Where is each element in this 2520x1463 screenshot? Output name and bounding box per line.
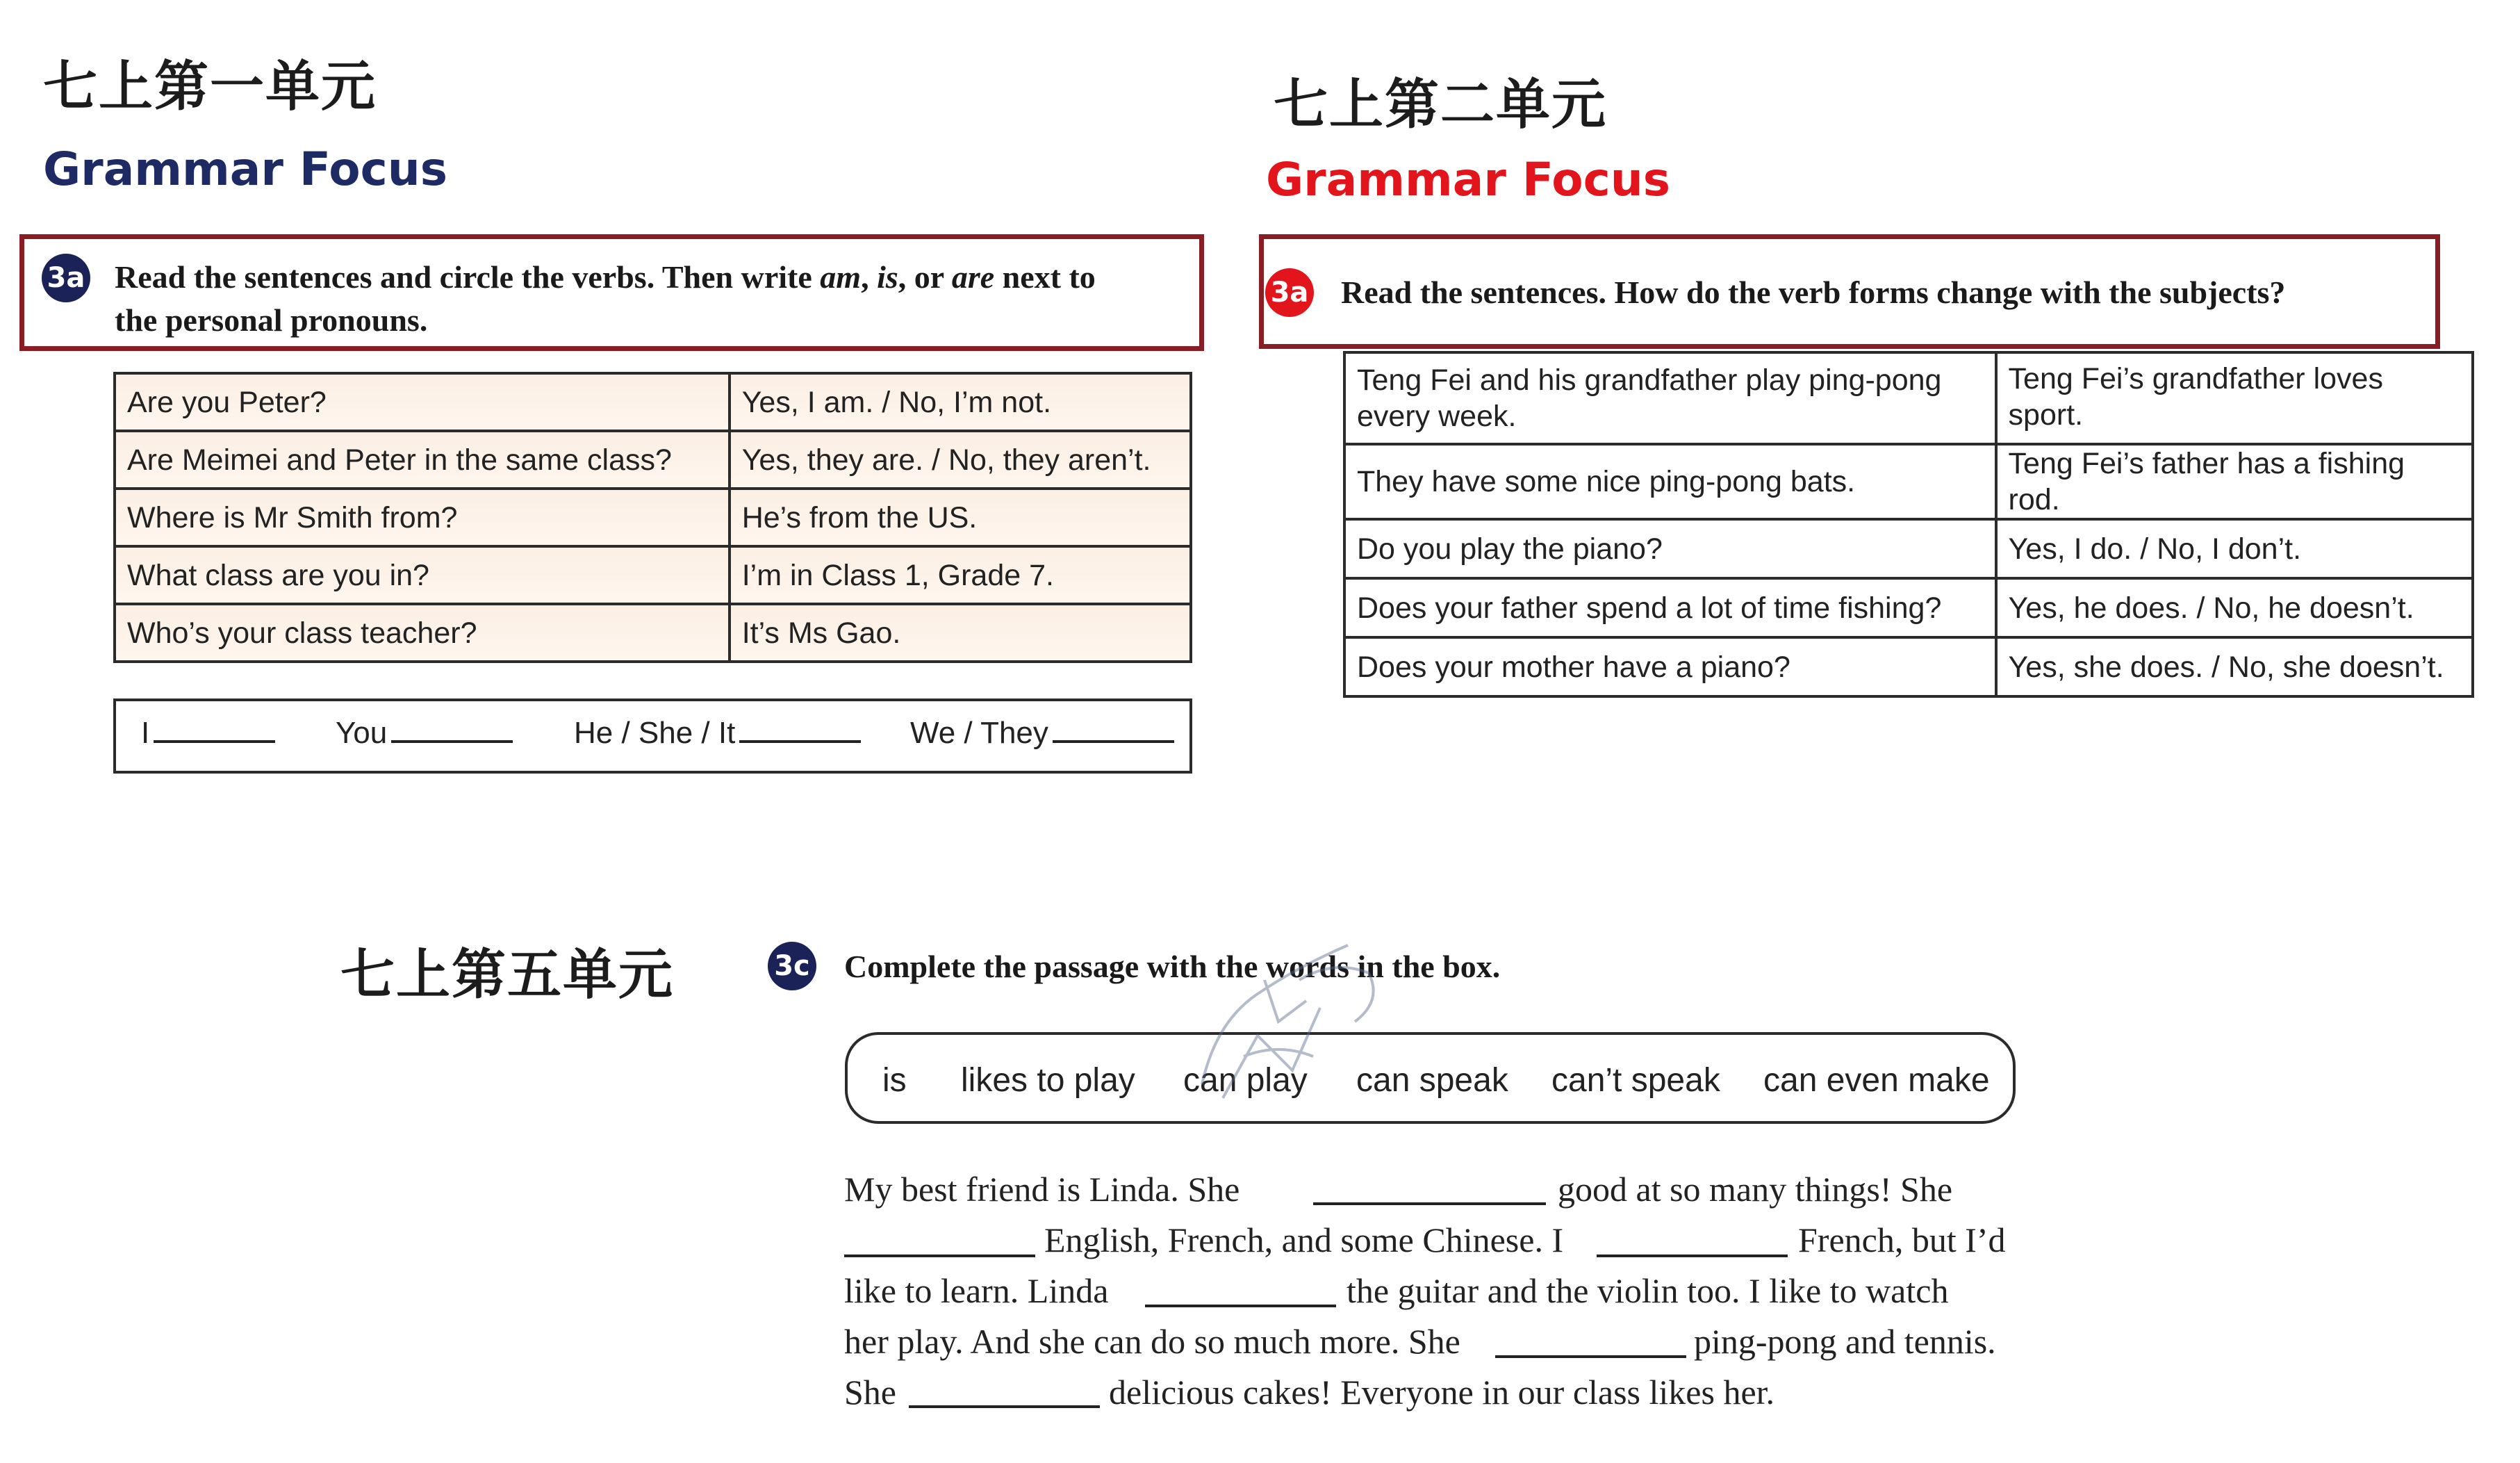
question-cell: Does your father spend a lot of time fishing? — [1344, 578, 1996, 637]
unit1-title: 七上第一单元 — [43, 56, 377, 118]
answer-cell: Yes, she does. / No, she doesn’t. — [1996, 637, 2473, 696]
unit5-badge-3c: 3c — [768, 942, 816, 990]
table-row — [115, 431, 1191, 489]
passage-line3-end: the guitar and the violin too. I like to watch — [1347, 1271, 1949, 1310]
unit2-grammar-focus-heading: Grammar Focus — [1266, 153, 1671, 206]
question-cell: Are you Peter? — [115, 373, 730, 431]
word-option[interactable]: likes to play — [961, 1062, 1135, 1099]
table-row — [115, 604, 1191, 662]
unit1-badge-3a: 3a — [42, 254, 90, 302]
passage-line5-start: She — [844, 1373, 896, 1412]
table-row — [1344, 519, 2473, 578]
question-cell: Where is Mr Smith from? — [115, 489, 730, 546]
blank-4[interactable] — [1145, 1305, 1336, 1307]
word-option[interactable]: can speak — [1356, 1062, 1508, 1099]
table-row — [115, 373, 1191, 431]
passage-line2-end: French, but I’d — [1798, 1220, 2006, 1259]
passage-line3-start: like to learn. Linda — [844, 1271, 1109, 1310]
unit2-grammar-table — [1343, 351, 2474, 698]
passage-line4-end: ping-pong and tennis. — [1694, 1322, 1996, 1361]
statement-cell: Teng Fei’s father has a fishing rod. — [1996, 444, 2473, 519]
question-cell: Does your mother have a piano? — [1344, 637, 1996, 696]
answer-cell: Yes, they are. / No, they aren’t. — [730, 431, 1191, 489]
passage-line1-start: My best friend is Linda. She — [844, 1170, 1240, 1209]
blank-1[interactable] — [1313, 1202, 1546, 1205]
word-option[interactable]: can even make — [1763, 1062, 1990, 1099]
table-row — [1344, 637, 2473, 696]
unit5-instruction: Complete the passage with the words in the box. — [844, 949, 1501, 984]
blank-2[interactable] — [844, 1254, 1035, 1257]
unit2-title: 七上第二单元 — [1274, 74, 1608, 136]
question-cell: What class are you in? — [115, 546, 730, 604]
word-option[interactable]: can’t speak — [1551, 1062, 1720, 1099]
passage-line2-start: English, French, and some Chinese. I — [1044, 1220, 1564, 1259]
unit1-grammar-table — [113, 372, 1192, 663]
statement-cell: Teng Fei and his grandfather play ping-pong every week. — [1344, 352, 1996, 444]
pronoun-he-she-it[interactable]: He / She / It — [574, 716, 861, 751]
question-cell: Who’s your class teacher? — [115, 604, 730, 662]
table-row — [115, 546, 1191, 604]
passage-line5-end: delicious cakes! Everyone in our class likes her. — [1109, 1373, 1775, 1412]
answer-cell: Yes, I do. / No, I don’t. — [1996, 519, 2473, 578]
statement-cell: Teng Fei’s grandfather loves sport. — [1996, 352, 2473, 444]
question-cell: Do you play the piano? — [1344, 519, 1996, 578]
answer-cell: Yes, I am. / No, I’m not. — [730, 373, 1191, 431]
blank-6[interactable] — [909, 1405, 1100, 1408]
pronoun-you[interactable]: You — [336, 716, 513, 751]
unit2-instruction: Read the sentences. How do the verb forms change with the subjects? — [1341, 275, 2286, 310]
passage-line4-start: her play. And she can do so much more. She — [844, 1322, 1460, 1361]
answer-cell: It’s Ms Gao. — [730, 604, 1191, 662]
pronoun-we-they[interactable]: We / They — [910, 716, 1174, 751]
word-option[interactable]: can play — [1183, 1062, 1308, 1099]
unit1-grammar-focus-heading: Grammar Focus — [43, 142, 448, 196]
unit2-badge-3a: 3a — [1265, 268, 1314, 317]
passage-line1-end: good at so many things! She — [1558, 1170, 1953, 1209]
table-row — [115, 489, 1191, 546]
blank-5[interactable] — [1495, 1355, 1686, 1358]
table-row — [1344, 578, 2473, 637]
blank-3[interactable] — [1597, 1254, 1788, 1257]
table-row — [1344, 352, 2473, 444]
answer-cell: Yes, he does. / No, he doesn’t. — [1996, 578, 2473, 637]
pronoun-i[interactable]: I — [141, 716, 275, 751]
question-cell: Are Meimei and Peter in the same class? — [115, 431, 730, 489]
statement-cell: They have some nice ping-pong bats. — [1344, 444, 1996, 519]
watermark-stamp — [1174, 917, 1403, 1126]
answer-cell: He’s from the US. — [730, 489, 1191, 546]
table-row — [1344, 444, 2473, 519]
unit1-instruction: Read the sentences and circle the verbs. Then write am, is, or are next to the personal pronouns. — [115, 259, 1096, 338]
unit5-title: 七上第五单元 — [340, 944, 675, 1006]
word-option[interactable]: is — [882, 1062, 907, 1099]
answer-cell: I’m in Class 1, Grade 7. — [730, 546, 1191, 604]
